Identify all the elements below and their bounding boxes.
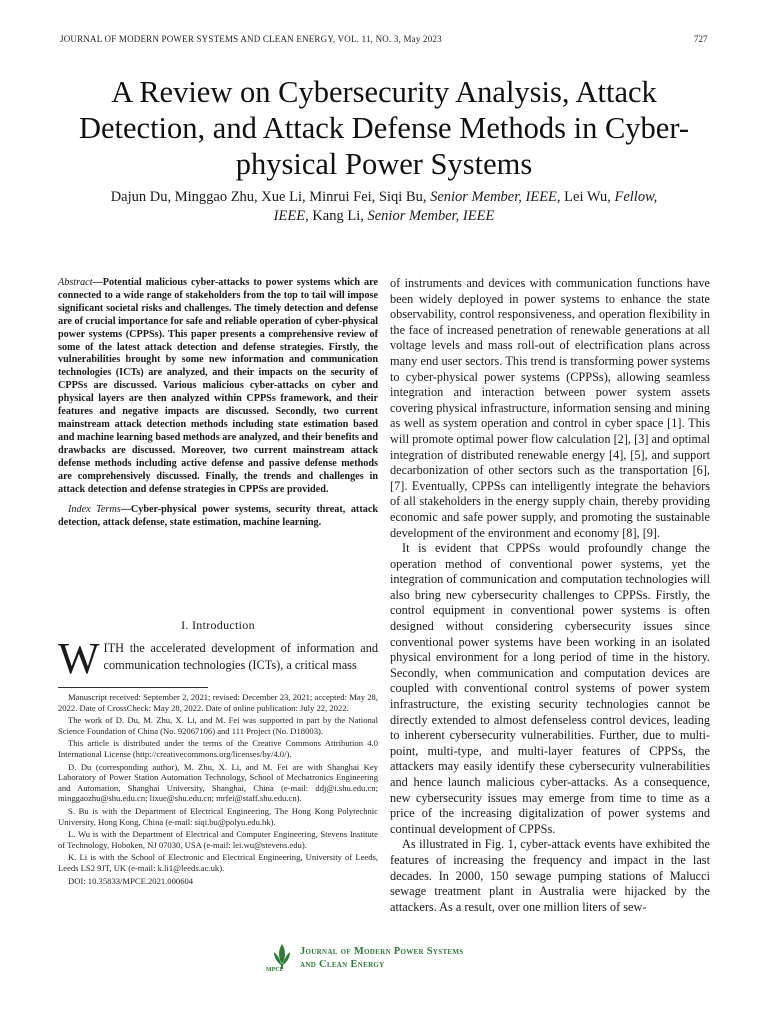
journal-logo-text [300,945,464,971]
footnote: The work of D. Du, M. Zhu, X. Li, and M. Fei was supported in part by the National Science Foundation of China (No. 92067106) and 111 Project (No. D18003). [58,715,378,736]
footnotes [58,692,378,888]
author-membership: Senior Member, IEEE [367,207,495,224]
logo-line: and Clean Energy [300,959,385,970]
index-terms-label: Index Terms [68,504,121,516]
footnote-rule [58,687,208,688]
footnote: D. Du (corresponding author), M. Zhu, X. Li, and M. Fei are with Shanghai Key Laboratory of Power Station Automation Technology, School of Mechatronics Engineering and Automation, Shanghai University, Shanghai, China (e-mail: ddj@i.shu.edu.cn; minggaozhu@shu.edu.cn; lixue@shu.edu.cn; mrfei@staff.shu.edu.cn). [58,761,378,804]
intro-paragraph [58,634,378,683]
paper-title: A Review on Cybersecurity Analysis, Attack Detection, and Attack Defense Methods in Cyber-physical Power Systems [78,75,690,181]
footnote: K. Li is with the School of Electronic and Electrical Engineering, University of Leeds, Leeds LS2 9JT, UK (e-mail: k.li1@leeds.ac.uk). [58,852,378,873]
page-number: 727 [694,34,708,44]
footnote: S. Bu is with the Department of Electrical Engineering, The Hong Kong Polytechnic University, Hong Kong, China (e-mail: siqi.bu@polyu.edu.hk). [58,805,378,827]
footnote: L. Wu is with the Department of Electrical and Computer Engineering, Stevens Institute of Technology, Hoboken, NJ 07030, USA (e-mail: lei.wu@stevens.edu). [58,829,378,850]
logo-line: Journal of Modern Power Systems [300,946,464,957]
author-membership: Fellow, [614,189,658,205]
right-column [390,276,710,915]
authors-part: , Lei Wu, [556,189,615,205]
index-terms-text: —Cyber-physical power systems, security threat, attack detection, attack defense, state estimation, machine learning. [58,504,379,529]
footnote: This article is distributed under the terms of the Creative Commons Attribution 4.0 International License (http://creativecommons.org/licenses/by/4.0/). [58,738,378,759]
footnote-doi: DOI: 10.35833/MPCE.2021.000604 [68,875,194,886]
authors-part: Dajun Du, Minggao Zhu, Xue Li, Minrui Fei, Siqi Bu, [110,189,431,205]
abstract-label: Abstract [58,277,93,288]
body-paragraph: As illustrated in Fig. 1, cyber-attack events have exhibited the features of increasing the frequency and impact in the last decades. In 2000, 150 sewage pumping stations of Malucci sewage treatment plant in Australia were hijacked by the attackers. As a result, over one million liters of sew- [390,837,710,914]
abstract-text: —Potential malicious cyber-attacks to power systems which are connected to a wide range of stakeholders from the top to tail will impose significant societal risks and challenges. The timely detection and defense are of crucial importance for safe and reliable operation of cyber-physical power systems (CPPSs). This paper presents a comprehensive review of some of the latest attack detection and defense strategies. Firstly, the vulnerabilities brought by some new information and communication technologies (ICTs) are analyzed, and their impacts on the security of CPPSs are discussed. Various malicious cyber-attacks on cyber and physical layers are then analyzed within CPPSs framework, and their features and negative impacts are discussed. Secondly, two current mainstream attack detection methods including state estimation based and machine learning based methods are analyzed, and their benefits and drawbacks are discussed. Moreover, two current mainstream attack defense methods including active defense and passive defense methods are comprehensively discussed. Finally, the trends and challenges in attack detection and defense strategies in CPPSs are provided. [58,277,378,495]
author-membership: Senior Member, IEEE [430,189,557,205]
authors-part: , Kang Li, [305,207,368,224]
running-head: JOURNAL OF MODERN POWER SYSTEMS AND CLEAN ENERGY, VOL. 11, NO. 3, May 2023 [60,34,442,44]
body-paragraph: of instruments and devices with communication functions have been widely deployed in power systems to enhance the state observability, control responsiveness, and operation flexibility in the face of increased penetration of renewable generations at all voltage levels and mass roll-out of electrification plans across many end user sectors. This trend is transforming power systems to cyber-physical power systems (CPPSs), allowing seamless integration and interaction between power system assets covering physical infrastructure, information sensing and mining as well as system operation and control in cyber space [1]. This will promote optimal power flow calculation [2], [3] and optimal integration of distributed renewable energy [4], [5], and support decarbonization of other sectors such as the transportation [6], [7]. Eventually, CPPSs can intelligently integrate the behaviors of all stakeholders in the energy supply chain, thereby providing economic and safe power supply, and promoting the sustainable development of the environment and economy [8], [9]. [390,276,710,540]
author-list [60,188,708,225]
intro-text: ITH the accelerated development of information and communication technologies (ICTs), a critical mass [103,641,378,672]
index-terms [58,504,378,530]
abstract-block [58,277,378,530]
body-paragraph: It is evident that CPPSs would profoundly change the operation method of conventional power systems, yet the integration of communication and computation technologies will also bring new cybersecurity challenges to CPPSs. Firstly, the control equipment in conventional power systems is often designed without considering cybersecurity issues since conventional power systems have been working in an isolated physical environment for a long period of time in the history. Secondly, when communication and computation devices are coupled with conventional control systems of power system infrastructure, the existing security technologies cannot be directly extended to almost defenseless control devices, leading to inherent cybersecurity vulnerabilities. Further, due to multi-point, multi-type, and multi-layer features of CPPSs, the attackers may easily identify these cybersecurity vulnerabilities and hence launch malicious cyber-attacks. As a consequence, new cybersecurity issues may emerge from time to time as a price of the increasing digitalization of power systems and continual development of CPPSs. [390,541,710,836]
footnote: Manuscript received: September 2, 2021; revised: December 23, 2021; accepted: May 28, 2022. Date of CrossCheck: May 28, 2022. Date of online publication: July 22, 2022. [58,692,378,713]
abstract [58,277,378,496]
author-membership: IEEE [273,207,306,224]
logo-caption: MPCE [266,967,284,973]
drop-cap: W [58,634,100,683]
section-heading: I. Introduction [181,618,255,632]
